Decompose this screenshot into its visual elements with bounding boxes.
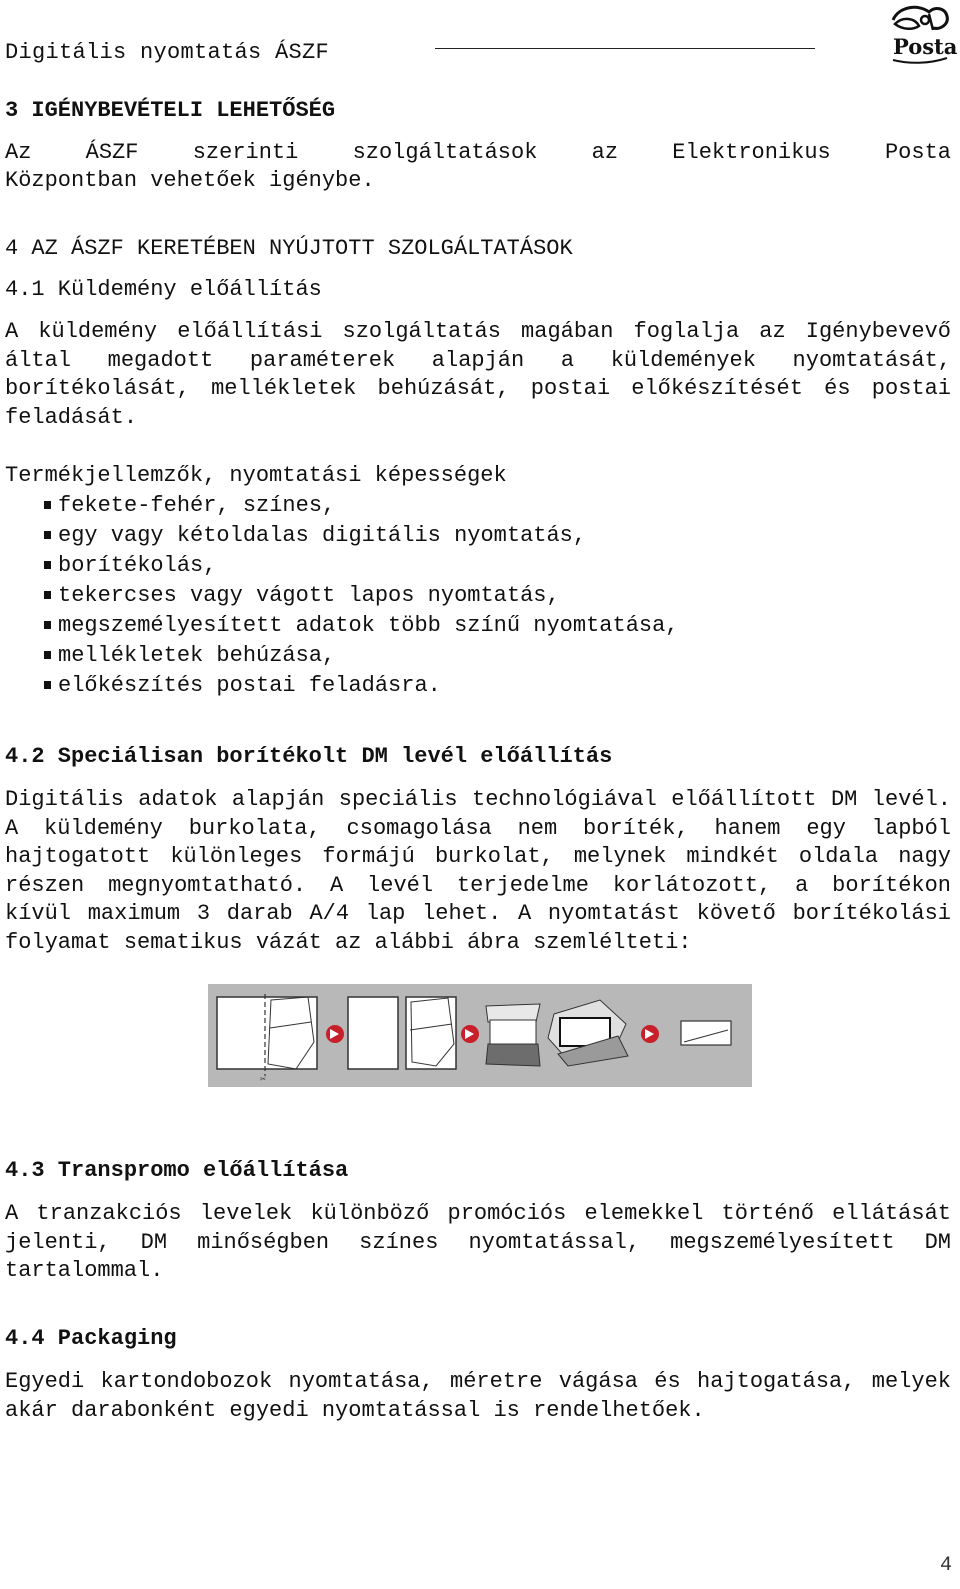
bullet-icon	[44, 681, 51, 689]
bullet-icon	[44, 591, 51, 599]
posta-logo	[885, 2, 957, 68]
section-3-line-2: Központban vehetőek igénybe.	[5, 168, 375, 193]
list-item: fekete-fehér, színes,	[0, 491, 900, 521]
list-item: borítékolás,	[0, 551, 900, 581]
features-list	[0, 491, 900, 701]
cut-sheet	[406, 997, 456, 1069]
bullet-icon	[44, 501, 51, 509]
logo-text: Posta	[893, 34, 957, 59]
bullet-icon	[44, 531, 51, 539]
section-4-heading: 4 AZ ÁSZF KERETÉBEN NYÚJTOTT SZOLGÁLTATÁSOK	[5, 236, 573, 261]
list-item: előkészítés postai feladásra.	[0, 671, 900, 701]
features-title: Termékjellemzők, nyomtatási képességek	[5, 463, 507, 488]
bullet-icon	[44, 621, 51, 629]
list-item: mellékletek behúzása,	[0, 641, 900, 671]
section-4-4-paragraph: Egyedi kartondobozok nyomtatása, méretre vágása és hajtogatása, melyek akár darabonként egyedi nyomtatással is rendelhetőek.	[5, 1369, 951, 1423]
folding-process-figure	[208, 984, 752, 1087]
section-4-1-heading: 4.1 Küldemény előállítás	[5, 277, 322, 302]
bullet-icon	[44, 561, 51, 569]
svg-text:✂: ✂	[260, 1075, 267, 1086]
section-4-3-heading: 4.3 Transpromo előállítása	[5, 1158, 349, 1183]
header-rule	[435, 48, 815, 49]
blank-sheet	[348, 997, 398, 1069]
wrapping-envelope	[548, 1000, 628, 1066]
section-3-heading: 3 IGÉNYBEVÉTELI LEHETŐSÉG	[5, 98, 336, 123]
section-4-2-paragraph: Digitális adatok alapján speciális technológiával előállított DM levél. A küldemény burkolata, csomagolása nem boríték, hanem egy lapból hajtogatott különleges formájú burkolat, melynek mindkét oldala nagy részen megnyomtatható. A levél terjedelme korlátozott, a borítékon kívül maximum 3 darab A/4 lap lehet. A nyomtatást követő borítékolási folyamat sematikus vázát az alábbi ábra szemlélteti:	[5, 787, 951, 955]
list-item: tekercses vagy vágott lapos nyomtatás,	[0, 581, 900, 611]
section-3-line-1: Az ÁSZF szerinti szolgáltatások az Elektronikus Posta	[5, 140, 951, 165]
list-item: egy vagy kétoldalas digitális nyomtatás,	[0, 521, 900, 551]
section-4-4-heading: 4.4 Packaging	[5, 1326, 177, 1351]
sheet-with-fold-lines	[217, 997, 317, 1069]
section-4-3-paragraph: A tranzakciós levelek különböző promóciós elemekkel történő ellátását jelenti, DM minőségben színes nyomtatással, megszemélyesített DM tartalommal.	[5, 1201, 951, 1283]
section-4-1-paragraph: A küldemény előállítási szolgáltatás magában foglalja az Igénybevevő által megadott paraméterek alapján a küldemények nyomtatását, borítékolását, mellékletek behúzását, postai előkészítését és postai feladását.	[5, 319, 951, 430]
bullet-icon	[44, 651, 51, 659]
finished-letter	[681, 1021, 731, 1045]
document-header-title: Digitális nyomtatás ÁSZF	[5, 40, 330, 65]
list-item: megszemélyesített adatok több színű nyomtatása,	[0, 611, 900, 641]
posta-horn-icon	[885, 2, 957, 68]
folded-stack	[486, 1004, 540, 1066]
page-number: 4	[939, 1554, 952, 1577]
section-4-2-heading: 4.2 Speciálisan borítékolt DM levél előállítás	[5, 744, 613, 769]
folding-diagram	[208, 984, 752, 1087]
